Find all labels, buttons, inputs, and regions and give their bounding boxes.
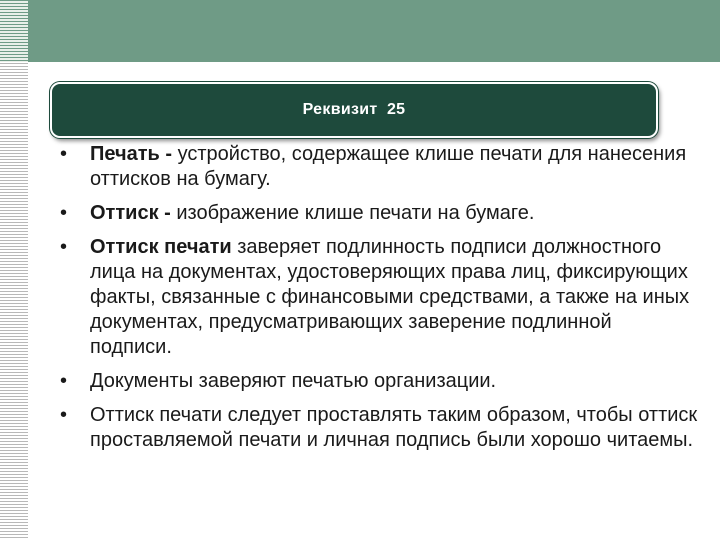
bullet-icon: • xyxy=(60,202,68,224)
slide-content xyxy=(28,62,720,540)
bullet-icon: • xyxy=(60,370,68,392)
slide-title: Реквизит 25 xyxy=(302,101,406,118)
bullet-icon: • xyxy=(60,236,68,258)
decorative-stripes xyxy=(0,0,28,540)
bullet-list xyxy=(58,142,698,462)
list-item xyxy=(58,235,698,360)
bullet-term: Оттиск - xyxy=(90,202,177,224)
bullet-icon: • xyxy=(60,143,68,165)
title-bar xyxy=(50,82,658,138)
bullet-text: Документы заверяют печатью организации. xyxy=(90,370,497,392)
bullet-text: Оттиск печати следует проставлять таким образом, чтобы оттиск проставляемой печати и личная подпись были хорошо читаемы. xyxy=(90,404,698,451)
bullet-text: изображение клише печати на бумаге. xyxy=(176,202,535,224)
list-item xyxy=(58,369,698,394)
bullet-term: Оттиск печати xyxy=(90,236,238,258)
list-item xyxy=(58,403,698,453)
header-band xyxy=(0,0,720,62)
bullet-text: устройство, содержащее клише печати для нанесения оттисков на бумагу. xyxy=(90,143,687,190)
bullet-text: заверяет подлинность подписи должностного лица на документах, удостоверяющих права лиц, фиксирующих факты, связанные с финансовыми средствами, а также на иных документах, предусматривающих заверение подлинной подписи. xyxy=(90,236,690,358)
bullet-icon: • xyxy=(60,404,68,426)
list-item xyxy=(58,142,698,192)
bullet-term: Печать - xyxy=(90,143,178,165)
list-item xyxy=(58,201,698,226)
decorative-stripes-header xyxy=(0,0,28,62)
